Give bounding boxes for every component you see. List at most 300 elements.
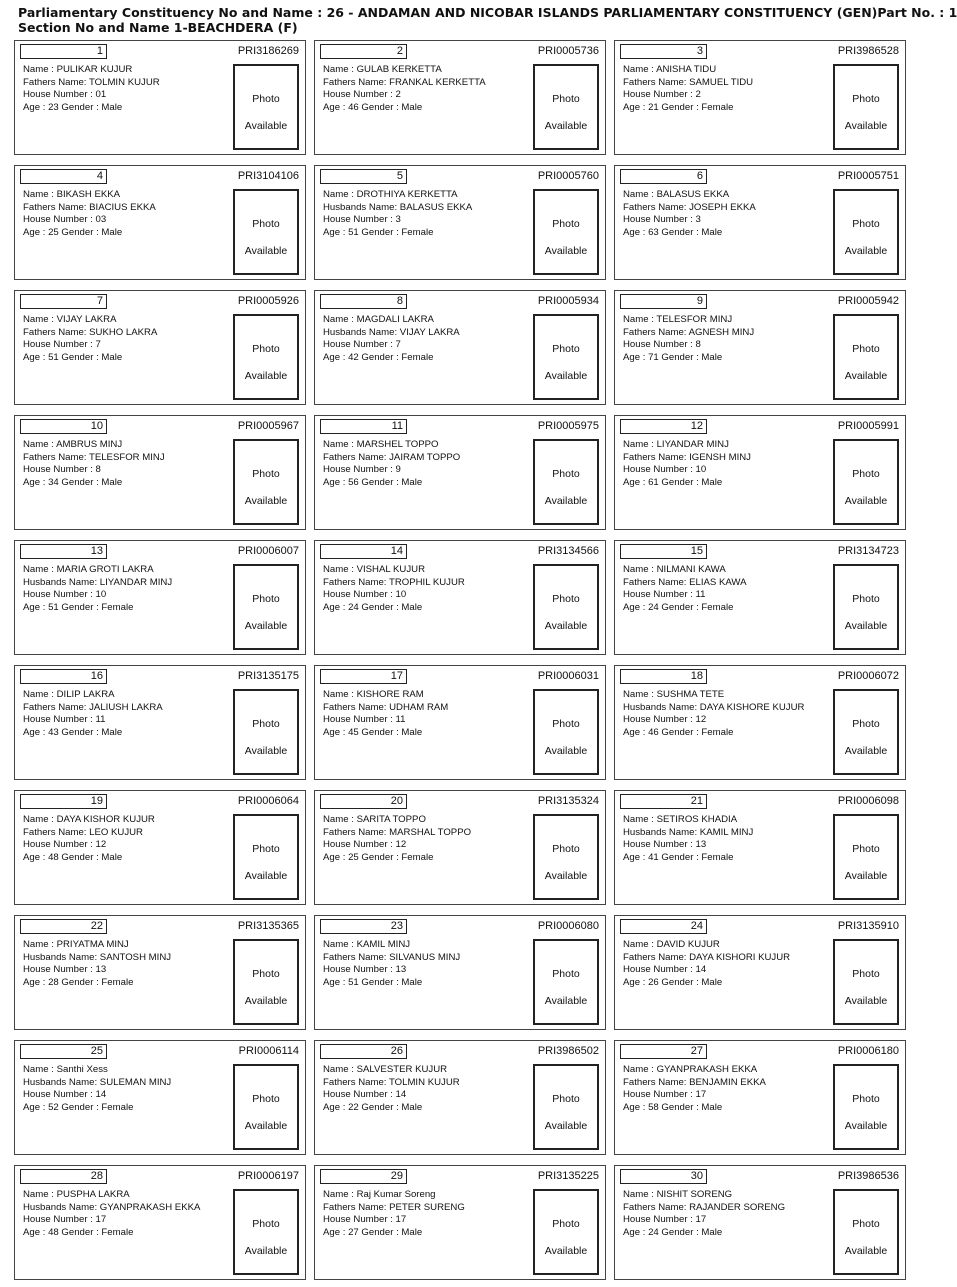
voter-name-line bbox=[623, 564, 747, 577]
gender-label: Gender : bbox=[58, 601, 102, 613]
serial-number: 4 bbox=[20, 169, 107, 184]
relation-line bbox=[323, 452, 460, 465]
relation-name: VIJAY LAKRA bbox=[399, 326, 460, 338]
house-label: House Number : bbox=[623, 589, 696, 601]
house-number: 8 bbox=[95, 464, 101, 476]
gender-label: Gender : bbox=[658, 851, 702, 863]
photo-available-text: Available bbox=[844, 495, 888, 507]
age-value: 63 bbox=[648, 226, 659, 238]
age-label: Age : bbox=[323, 101, 349, 113]
age-label: Age : bbox=[23, 1101, 49, 1113]
epic-number: PRI0006180 bbox=[837, 1045, 899, 1057]
photo-box bbox=[233, 1189, 299, 1275]
voter-details bbox=[623, 314, 754, 364]
serial-number: 10 bbox=[20, 419, 107, 434]
age-gender-line bbox=[323, 727, 448, 740]
relation-name: UDHAM RAM bbox=[389, 701, 449, 713]
serial-number: 18 bbox=[620, 669, 707, 684]
house-line bbox=[623, 464, 751, 477]
house-line bbox=[323, 1214, 465, 1227]
gender-value: Female bbox=[701, 601, 734, 613]
voter-card bbox=[314, 1165, 606, 1280]
voter-name-line bbox=[23, 439, 165, 452]
age-gender-line bbox=[23, 102, 160, 115]
house-label: House Number : bbox=[623, 839, 696, 851]
age-label: Age : bbox=[23, 601, 49, 613]
relation-label: Husbands Name: bbox=[23, 576, 100, 588]
name-label: Name : bbox=[23, 1064, 57, 1075]
house-number: 14 bbox=[695, 964, 707, 976]
photo-box bbox=[533, 314, 599, 400]
voter-name-line bbox=[623, 64, 753, 77]
serial-number: 9 bbox=[620, 294, 707, 309]
relation-line bbox=[323, 1202, 465, 1215]
relation-label: Fathers Name: bbox=[323, 951, 390, 963]
house-number: 11 bbox=[695, 589, 706, 601]
house-label: House Number : bbox=[23, 1089, 96, 1101]
voter-details bbox=[23, 189, 156, 239]
house-line bbox=[323, 714, 448, 727]
age-gender-line bbox=[623, 477, 751, 490]
voter-name-line bbox=[623, 189, 756, 202]
epic-number: PRI3186269 bbox=[237, 45, 299, 57]
epic-number: PRI0006080 bbox=[537, 920, 599, 932]
house-label: House Number : bbox=[323, 714, 396, 726]
gender-label: Gender : bbox=[58, 351, 102, 363]
age-gender-line bbox=[23, 1227, 200, 1240]
age-value: 51 bbox=[348, 226, 359, 238]
age-gender-line bbox=[23, 1102, 171, 1115]
relation-line bbox=[23, 577, 172, 590]
house-line bbox=[323, 339, 460, 352]
photo-available-text: Available bbox=[244, 745, 288, 757]
age-gender-line bbox=[323, 602, 465, 615]
voter-name: MAGDALI LAKRA bbox=[356, 314, 434, 325]
voter-details bbox=[623, 689, 804, 739]
serial-number: 14 bbox=[320, 544, 407, 559]
photo-box bbox=[233, 189, 299, 275]
voter-card bbox=[14, 165, 306, 280]
name-label: Name : bbox=[23, 64, 57, 75]
voter-name-line bbox=[23, 564, 172, 577]
voter-name-line bbox=[623, 314, 754, 327]
photo-box bbox=[233, 439, 299, 525]
gender-value: Female bbox=[701, 851, 734, 863]
photo-available-text: Available bbox=[544, 995, 588, 1007]
voter-name: DILIP LAKRA bbox=[56, 689, 115, 700]
voter-name: PULIKAR KUJUR bbox=[56, 64, 133, 75]
age-value: 51 bbox=[48, 351, 59, 363]
relation-line bbox=[623, 577, 747, 590]
serial-number: 29 bbox=[320, 1169, 407, 1184]
name-label: Name : bbox=[323, 1064, 357, 1075]
photo-available-text: Available bbox=[244, 1120, 288, 1132]
house-line bbox=[23, 589, 172, 602]
voter-name: DROTHIYA KERKETTA bbox=[356, 189, 458, 200]
age-label: Age : bbox=[623, 1101, 649, 1113]
relation-line bbox=[323, 77, 486, 90]
gender-label: Gender : bbox=[58, 976, 102, 988]
gender-value: Female bbox=[101, 1101, 134, 1113]
voter-name: KISHORE RAM bbox=[356, 689, 424, 700]
photo-text: Photo bbox=[252, 593, 280, 605]
house-number: 10 bbox=[95, 589, 107, 601]
house-number: 17 bbox=[395, 1214, 407, 1226]
age-value: 51 bbox=[48, 601, 59, 613]
voter-name: SUSHMA TETE bbox=[656, 689, 725, 700]
gender-label: Gender : bbox=[58, 101, 102, 113]
age-gender-line bbox=[623, 602, 747, 615]
voter-card bbox=[614, 665, 906, 780]
age-label: Age : bbox=[323, 351, 349, 363]
photo-text: Photo bbox=[852, 343, 880, 355]
age-gender-line bbox=[623, 727, 804, 740]
name-label: Name : bbox=[323, 814, 357, 825]
house-number: 8 bbox=[695, 339, 701, 351]
house-label: House Number : bbox=[623, 1089, 696, 1101]
photo-available-text: Available bbox=[544, 870, 588, 882]
house-line bbox=[623, 714, 804, 727]
house-label: House Number : bbox=[23, 464, 96, 476]
voter-name: GYANPRAKASH EKKA bbox=[656, 1064, 758, 1075]
relation-name: KAMIL MINJ bbox=[699, 826, 754, 838]
photo-text: Photo bbox=[852, 968, 880, 980]
age-value: 23 bbox=[48, 101, 59, 113]
voter-card bbox=[314, 1040, 606, 1155]
voter-name-line bbox=[323, 689, 448, 702]
house-label: House Number : bbox=[623, 1214, 696, 1226]
gender-label: Gender : bbox=[358, 101, 402, 113]
photo-text: Photo bbox=[852, 218, 880, 230]
epic-number: PRI0006031 bbox=[537, 670, 599, 682]
photo-text: Photo bbox=[552, 93, 580, 105]
age-label: Age : bbox=[23, 1226, 49, 1238]
gender-value: Male bbox=[101, 476, 123, 488]
voter-card bbox=[614, 915, 906, 1030]
house-label: House Number : bbox=[623, 464, 696, 476]
age-value: 51 bbox=[348, 976, 359, 988]
relation-label: Husbands Name: bbox=[323, 326, 400, 338]
epic-number: PRI3104106 bbox=[237, 170, 299, 182]
photo-box bbox=[533, 939, 599, 1025]
epic-number: PRI3134723 bbox=[837, 545, 899, 557]
relation-name: LIYANDAR MINJ bbox=[99, 576, 173, 588]
serial-number: 11 bbox=[320, 419, 407, 434]
photo-available-text: Available bbox=[244, 370, 288, 382]
photo-available-text: Available bbox=[544, 745, 588, 757]
relation-label: Husbands Name: bbox=[323, 201, 400, 213]
gender-label: Gender : bbox=[658, 1101, 702, 1113]
age-value: 43 bbox=[48, 726, 59, 738]
voter-card bbox=[14, 915, 306, 1030]
relation-name: IGENSH MINJ bbox=[689, 451, 751, 463]
relation-label: Fathers Name: bbox=[323, 576, 389, 588]
photo-text: Photo bbox=[252, 1093, 280, 1105]
age-value: 27 bbox=[348, 1226, 359, 1238]
age-value: 56 bbox=[348, 476, 359, 488]
epic-number: PRI3134566 bbox=[537, 545, 599, 557]
photo-text: Photo bbox=[552, 1218, 580, 1230]
relation-line bbox=[23, 1202, 200, 1215]
voter-name: PUSPHA LAKRA bbox=[56, 1189, 130, 1200]
age-value: 25 bbox=[48, 226, 59, 238]
age-label: Age : bbox=[23, 226, 49, 238]
voter-name: BALASUS EKKA bbox=[656, 189, 730, 200]
relation-name: FRANKAL KERKETTA bbox=[389, 76, 486, 88]
age-gender-line bbox=[23, 352, 157, 365]
relation-name: TROPHIL KUJUR bbox=[388, 576, 465, 588]
gender-value: Male bbox=[401, 976, 423, 988]
photo-text: Photo bbox=[552, 718, 580, 730]
relation-name: MARSHAL TOPPO bbox=[389, 826, 472, 838]
age-gender-line bbox=[623, 1102, 766, 1115]
relation-label: Fathers Name: bbox=[23, 201, 90, 213]
gender-value: Male bbox=[401, 476, 423, 488]
house-line bbox=[623, 339, 754, 352]
age-label: Age : bbox=[623, 601, 649, 613]
serial-number: 25 bbox=[20, 1044, 107, 1059]
photo-box bbox=[833, 564, 899, 650]
epic-number: PRI0005942 bbox=[837, 295, 899, 307]
photo-available-text: Available bbox=[844, 745, 888, 757]
age-gender-line bbox=[623, 852, 753, 865]
epic-number: PRI3135225 bbox=[537, 1170, 599, 1182]
voter-card bbox=[14, 790, 306, 905]
constituency-title: Parliamentary Constituency No and Name : 26 - ANDAMAN AND NICOBAR ISLANDS PARLIAMENTARY CONSTITUENCY (GEN) bbox=[18, 5, 878, 20]
relation-label: Fathers Name: bbox=[23, 826, 90, 838]
age-value: 22 bbox=[348, 1101, 359, 1113]
gender-value: Male bbox=[701, 476, 723, 488]
gender-label: Gender : bbox=[658, 726, 702, 738]
epic-number: PRI3135175 bbox=[237, 670, 299, 682]
relation-line bbox=[623, 77, 753, 90]
house-label: House Number : bbox=[323, 214, 396, 226]
house-label: House Number : bbox=[323, 1089, 396, 1101]
age-label: Age : bbox=[23, 351, 49, 363]
epic-number: PRI3135324 bbox=[537, 795, 599, 807]
gender-value: Male bbox=[401, 601, 423, 613]
gender-value: Female bbox=[701, 726, 734, 738]
relation-label: Fathers Name: bbox=[23, 76, 89, 88]
relation-label: Husbands Name: bbox=[23, 1201, 100, 1213]
relation-label: Fathers Name: bbox=[23, 701, 90, 713]
voter-details bbox=[623, 1189, 785, 1239]
house-line bbox=[23, 89, 160, 102]
gender-label: Gender : bbox=[358, 226, 402, 238]
voter-name-line bbox=[623, 439, 751, 452]
voter-card bbox=[314, 290, 606, 405]
photo-box bbox=[233, 939, 299, 1025]
serial-number: 13 bbox=[20, 544, 107, 559]
gender-value: Male bbox=[101, 226, 123, 238]
photo-text: Photo bbox=[852, 468, 880, 480]
voter-name-line bbox=[23, 689, 163, 702]
age-value: 34 bbox=[48, 476, 59, 488]
photo-available-text: Available bbox=[844, 245, 888, 257]
relation-line bbox=[623, 1202, 785, 1215]
gender-value: Male bbox=[701, 226, 723, 238]
gender-value: Male bbox=[101, 726, 123, 738]
name-label: Name : bbox=[623, 64, 657, 75]
house-label: House Number : bbox=[23, 339, 96, 351]
photo-box bbox=[833, 689, 899, 775]
serial-number: 12 bbox=[620, 419, 707, 434]
house-number: 11 bbox=[395, 714, 406, 726]
photo-box bbox=[533, 1064, 599, 1150]
voter-card bbox=[314, 165, 606, 280]
age-label: Age : bbox=[623, 976, 649, 988]
house-label: House Number : bbox=[623, 214, 696, 226]
gender-value: Female bbox=[701, 101, 734, 113]
age-value: 25 bbox=[348, 851, 359, 863]
photo-available-text: Available bbox=[544, 620, 588, 632]
relation-line bbox=[23, 702, 163, 715]
voter-card bbox=[14, 40, 306, 155]
name-label: Name : bbox=[323, 939, 357, 950]
house-line bbox=[623, 589, 747, 602]
voter-name: AMBRUS MINJ bbox=[56, 439, 123, 450]
house-label: House Number : bbox=[23, 214, 96, 226]
gender-value: Female bbox=[101, 976, 134, 988]
house-label: House Number : bbox=[23, 839, 96, 851]
voter-card bbox=[614, 415, 906, 530]
gender-label: Gender : bbox=[658, 226, 702, 238]
part-number: Part No. : 1 bbox=[877, 5, 957, 20]
voter-name-line bbox=[323, 1189, 465, 1202]
age-gender-line bbox=[23, 602, 172, 615]
age-gender-line bbox=[23, 852, 155, 865]
photo-text: Photo bbox=[252, 218, 280, 230]
epic-number: PRI3986536 bbox=[837, 1170, 899, 1182]
house-number: 13 bbox=[395, 964, 407, 976]
photo-box bbox=[533, 189, 599, 275]
voter-card bbox=[614, 290, 906, 405]
voter-name: SALVESTER KUJUR bbox=[356, 1064, 448, 1075]
relation-name: ELIAS KAWA bbox=[689, 576, 747, 588]
relation-name: BALASUS EKKA bbox=[399, 201, 473, 213]
relation-label: Fathers Name: bbox=[323, 1201, 390, 1213]
photo-available-text: Available bbox=[844, 120, 888, 132]
house-line bbox=[323, 464, 460, 477]
photo-available-text: Available bbox=[844, 995, 888, 1007]
photo-available-text: Available bbox=[844, 1245, 888, 1257]
photo-box bbox=[533, 1189, 599, 1275]
house-number: 9 bbox=[395, 464, 401, 476]
voter-name-line bbox=[23, 1189, 200, 1202]
name-label: Name : bbox=[623, 939, 657, 950]
relation-line bbox=[323, 1077, 460, 1090]
relation-line bbox=[323, 827, 471, 840]
serial-number: 15 bbox=[620, 544, 707, 559]
voter-name-line bbox=[623, 814, 753, 827]
house-label: House Number : bbox=[323, 839, 396, 851]
age-gender-line bbox=[323, 852, 471, 865]
age-label: Age : bbox=[623, 851, 649, 863]
gender-label: Gender : bbox=[358, 726, 402, 738]
name-label: Name : bbox=[23, 1189, 57, 1200]
name-label: Name : bbox=[23, 439, 57, 450]
voter-name-line bbox=[23, 189, 156, 202]
relation-line bbox=[23, 1077, 171, 1090]
house-number: 7 bbox=[95, 339, 101, 351]
age-value: 58 bbox=[648, 1101, 659, 1113]
voter-name: ANISHA TIDU bbox=[656, 64, 717, 75]
voter-details bbox=[623, 189, 756, 239]
serial-number: 3 bbox=[620, 44, 707, 59]
photo-text: Photo bbox=[552, 343, 580, 355]
house-label: House Number : bbox=[323, 1214, 396, 1226]
relation-line bbox=[623, 1077, 766, 1090]
house-line bbox=[23, 1214, 200, 1227]
relation-name: JOSEPH EKKA bbox=[689, 201, 756, 213]
relation-name: LEO KUJUR bbox=[89, 826, 143, 838]
photo-available-text: Available bbox=[844, 370, 888, 382]
voter-name: LIYANDAR MINJ bbox=[656, 439, 729, 450]
relation-line bbox=[23, 827, 155, 840]
photo-box bbox=[533, 564, 599, 650]
photo-text: Photo bbox=[552, 968, 580, 980]
voter-name: Raj Kumar Soreng bbox=[356, 1189, 436, 1200]
house-label: House Number : bbox=[23, 964, 96, 976]
house-number: 2 bbox=[695, 89, 701, 101]
voter-details bbox=[323, 939, 460, 989]
serial-number: 19 bbox=[20, 794, 107, 809]
relation-name: JAIRAM TOPPO bbox=[389, 451, 461, 463]
gender-label: Gender : bbox=[58, 226, 102, 238]
photo-box bbox=[833, 1064, 899, 1150]
relation-label: Fathers Name: bbox=[623, 201, 690, 213]
gender-label: Gender : bbox=[658, 476, 702, 488]
voter-card bbox=[614, 1165, 906, 1280]
house-number: 3 bbox=[695, 214, 701, 226]
serial-number: 5 bbox=[320, 169, 407, 184]
house-line bbox=[323, 589, 465, 602]
voter-details bbox=[23, 939, 171, 989]
gender-value: Female bbox=[101, 601, 134, 613]
age-label: Age : bbox=[23, 101, 49, 113]
relation-line bbox=[23, 202, 156, 215]
house-number: 17 bbox=[95, 1214, 107, 1226]
gender-value: Male bbox=[401, 101, 423, 113]
name-label: Name : bbox=[623, 314, 657, 325]
gender-value: Male bbox=[101, 851, 123, 863]
age-value: 71 bbox=[648, 351, 659, 363]
serial-number: 28 bbox=[20, 1169, 107, 1184]
house-number: 12 bbox=[695, 714, 707, 726]
house-number: 7 bbox=[395, 339, 401, 351]
house-label: House Number : bbox=[23, 1214, 96, 1226]
gender-value: Male bbox=[401, 726, 423, 738]
voter-details bbox=[23, 564, 172, 614]
photo-box bbox=[833, 1189, 899, 1275]
house-label: House Number : bbox=[323, 89, 396, 101]
age-value: 24 bbox=[648, 1226, 659, 1238]
photo-box bbox=[833, 814, 899, 900]
gender-label: Gender : bbox=[358, 1101, 402, 1113]
relation-line bbox=[623, 827, 753, 840]
voter-name-line bbox=[323, 189, 472, 202]
age-label: Age : bbox=[623, 351, 649, 363]
name-label: Name : bbox=[23, 314, 57, 325]
voter-name: VIJAY LAKRA bbox=[56, 314, 117, 325]
photo-box bbox=[233, 564, 299, 650]
age-gender-line bbox=[23, 727, 163, 740]
relation-label: Husbands Name: bbox=[23, 951, 100, 963]
photo-available-text: Available bbox=[244, 1245, 288, 1257]
house-number: 11 bbox=[95, 714, 106, 726]
age-value: 26 bbox=[648, 976, 659, 988]
section-title: Section No and Name 1-BEACHDERA (F) bbox=[18, 20, 298, 35]
